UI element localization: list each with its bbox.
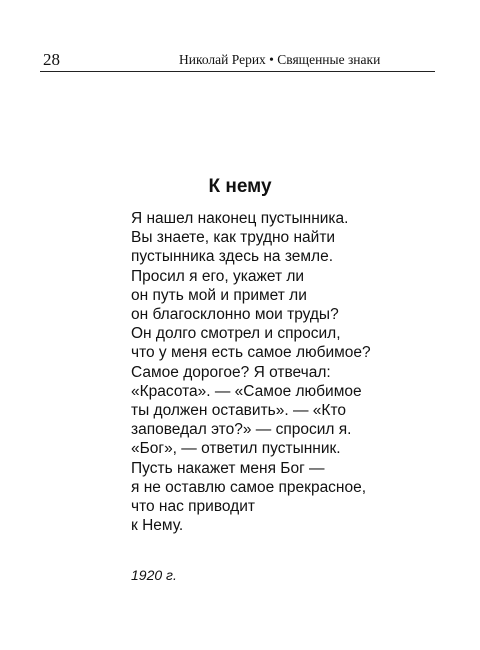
page-number: 28 — [43, 50, 60, 69]
poem-title: К нему — [208, 176, 272, 197]
poem-line: он благосклонно мои труды? — [131, 306, 339, 324]
poem-line: Вы знаете, как трудно найти — [131, 229, 336, 247]
poem-line: что нас приводит — [131, 498, 255, 516]
poem-line: заповедал это?» — спросил я. — [131, 421, 352, 439]
running-header — [40, 45, 435, 72]
poem-line: к Нему. — [131, 517, 184, 535]
poem-line: пустынника здесь на земле. — [131, 248, 334, 266]
running-title: Николай Рерих • Священные знаки — [179, 52, 381, 67]
poem-line: Просил я его, укажет ли — [131, 267, 305, 285]
poem-line: «Бог», — ответил пустынник. — [131, 440, 341, 458]
poem-line: я не оставлю самое прекрасное, — [131, 478, 367, 496]
poem-line: Пусть накажет меня Бог — — [131, 459, 325, 477]
poem-line: Я нашел наконец пустынника. — [131, 210, 349, 227]
poem-line: Он долго смотрел и спросил, — [131, 325, 341, 343]
poem-line: ты должен оставить». — «Кто — [131, 402, 346, 420]
poem-line: Самое дорогое? Я отвечал: — [131, 363, 331, 381]
poem-body — [131, 209, 371, 535]
poem-line: что у меня есть самое любимое? — [131, 344, 371, 362]
poem-line: он путь мой и примет ли — [131, 286, 307, 304]
poem-date: 1920 г. — [131, 567, 177, 583]
poem-line: «Красота». — «Самое любимое — [131, 382, 362, 400]
